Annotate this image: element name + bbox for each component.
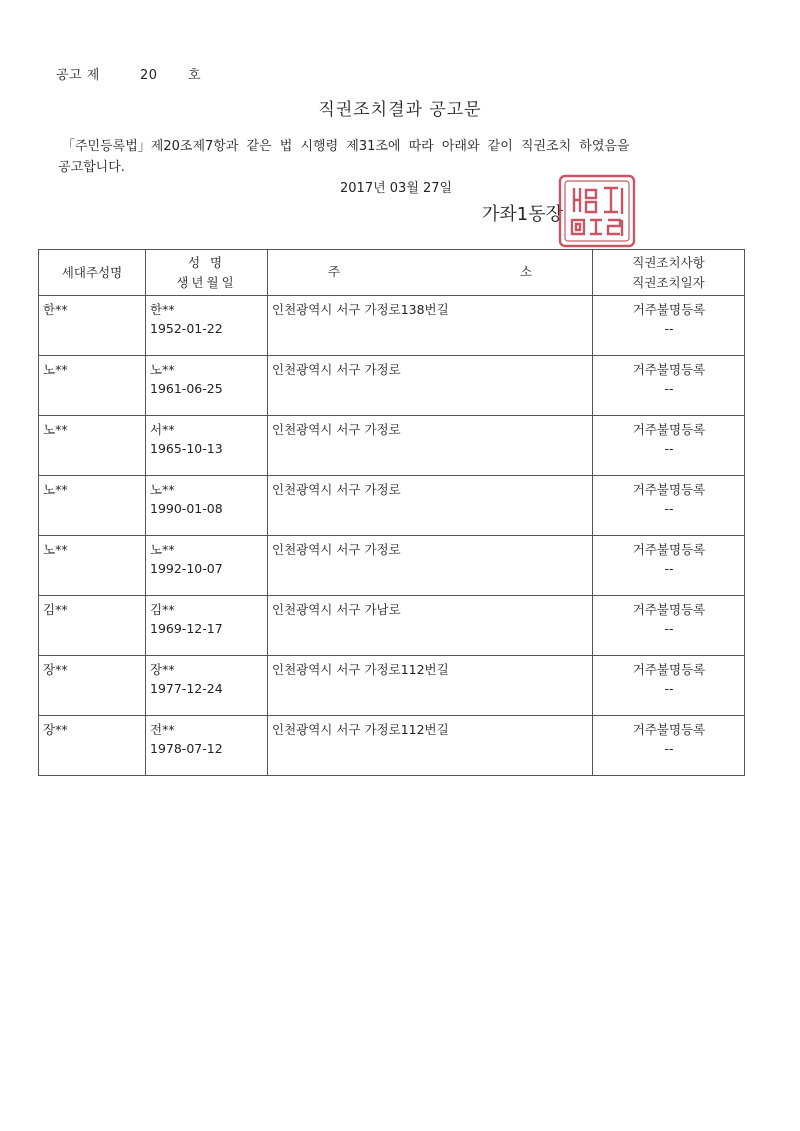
action-date: -- <box>664 321 674 336</box>
person-name: 한** <box>150 302 175 317</box>
header-birth: 생년월일 <box>176 274 237 290</box>
table-row <box>39 476 745 536</box>
cell-action <box>593 656 745 716</box>
birth-date: 1961-06-25 <box>150 381 223 396</box>
action-text: 거주불명등록 <box>632 422 706 437</box>
table-row <box>39 716 745 776</box>
address-text: 인천광역시 서구 가정로138번길 <box>272 302 449 317</box>
birth-date: 1977-12-24 <box>150 681 223 696</box>
birth-date: 1969-12-17 <box>150 621 223 636</box>
birth-date: 1978-07-12 <box>150 741 223 756</box>
header-householder: 세대주성명 <box>39 250 146 296</box>
cell-name-birth <box>146 476 268 536</box>
cell-householder <box>39 416 146 476</box>
action-text: 거주불명등록 <box>632 722 706 737</box>
birth-date: 1990-01-08 <box>150 501 223 516</box>
cell-address <box>268 716 593 776</box>
table-row <box>39 416 745 476</box>
action-date: -- <box>664 501 674 516</box>
address-text: 인천광역시 서구 가정로 <box>272 542 401 557</box>
person-name: 노** <box>150 542 175 557</box>
cell-action <box>593 476 745 536</box>
action-date: -- <box>664 681 674 696</box>
action-text: 거주불명등록 <box>632 662 706 677</box>
cell-address <box>268 596 593 656</box>
cell-name-birth <box>146 296 268 356</box>
notice-body-line-1: 「주민등록법」제20조제7항과 같은 법 시행령 제31조에 따라 아래와 같이 직권조치 하였음을 <box>62 139 630 154</box>
header-action-item: 직권조치사항 <box>632 254 705 270</box>
action-text: 거주불명등록 <box>632 482 706 497</box>
notice-number-value: 20 <box>140 68 158 83</box>
birth-date: 1952-01-22 <box>150 321 223 336</box>
cell-householder <box>39 596 146 656</box>
cell-address <box>268 656 593 716</box>
header-address-left: 주 <box>328 264 341 279</box>
header-name: 성 명 <box>187 254 226 270</box>
table-row <box>39 536 745 596</box>
address-text: 인천광역시 서구 가정로112번길 <box>272 722 449 737</box>
cell-address <box>268 416 593 476</box>
results-table <box>38 249 745 776</box>
official-seal <box>556 172 638 250</box>
cell-address <box>268 476 593 536</box>
action-date: -- <box>664 741 674 756</box>
cell-householder <box>39 296 146 356</box>
table-row <box>39 296 745 356</box>
address-text: 인천광역시 서구 가정로 <box>272 362 401 377</box>
header-address-right: 소 <box>520 264 533 279</box>
cell-address <box>268 356 593 416</box>
householder-name: 노** <box>43 362 68 377</box>
person-name: 장** <box>150 662 175 677</box>
header-action-date: 직권조치일자 <box>632 274 705 290</box>
cell-action <box>593 536 745 596</box>
householder-name: 노** <box>43 542 68 557</box>
address-text: 인천광역시 서구 가정로112번길 <box>272 662 449 677</box>
person-name: 전** <box>150 722 175 737</box>
cell-householder <box>39 476 146 536</box>
cell-name-birth <box>146 716 268 776</box>
table-row <box>39 656 745 716</box>
address-text: 인천광역시 서구 가정로 <box>272 482 401 497</box>
cell-name-birth <box>146 356 268 416</box>
action-date: -- <box>664 441 674 456</box>
cell-name-birth <box>146 656 268 716</box>
header-name-birth <box>146 250 268 296</box>
header-address <box>268 250 593 296</box>
page-title: 직권조치결과 공고문 <box>318 100 482 120</box>
cell-action <box>593 596 745 656</box>
notice-body <box>58 136 748 178</box>
householder-name: 노** <box>43 482 68 497</box>
person-name: 노** <box>150 482 175 497</box>
person-name: 김** <box>150 602 175 617</box>
issuer-name: 가좌1동장 <box>482 204 564 225</box>
cell-householder <box>39 716 146 776</box>
cell-householder <box>39 356 146 416</box>
notice-number <box>56 64 201 83</box>
action-text: 거주불명등록 <box>632 302 706 317</box>
householder-name: 장** <box>43 722 68 737</box>
householder-name: 노** <box>43 422 68 437</box>
action-date: -- <box>664 621 674 636</box>
cell-action <box>593 716 745 776</box>
person-name: 노** <box>150 362 175 377</box>
cell-name-birth <box>146 536 268 596</box>
notice-number-label: 공고 제 <box>56 68 100 83</box>
action-date: -- <box>664 561 674 576</box>
person-name: 서** <box>150 422 175 437</box>
cell-action <box>593 356 745 416</box>
birth-date: 1965-10-13 <box>150 441 223 456</box>
notice-number-suffix: 호 <box>188 68 202 83</box>
address-text: 인천광역시 서구 가정로 <box>272 422 401 437</box>
householder-name: 한** <box>43 302 68 317</box>
address-text: 인천광역시 서구 가남로 <box>272 602 401 617</box>
action-date: -- <box>664 381 674 396</box>
householder-name: 장** <box>43 662 68 677</box>
cell-householder <box>39 536 146 596</box>
action-text: 거주불명등록 <box>632 362 706 377</box>
cell-name-birth <box>146 416 268 476</box>
action-text: 거주불명등록 <box>632 602 706 617</box>
cell-name-birth <box>146 596 268 656</box>
birth-date: 1992-10-07 <box>150 561 223 576</box>
cell-address <box>268 536 593 596</box>
header-action <box>593 250 745 296</box>
cell-address <box>268 296 593 356</box>
cell-action <box>593 296 745 356</box>
cell-householder <box>39 656 146 716</box>
householder-name: 김** <box>43 602 68 617</box>
table-row <box>39 356 745 416</box>
cell-action <box>593 416 745 476</box>
notice-body-line-2: 공고합니다. <box>58 160 125 175</box>
table-header-row <box>39 250 745 296</box>
notice-date: 2017년 03월 27일 <box>340 181 453 196</box>
action-text: 거주불명등록 <box>632 542 706 557</box>
table-row <box>39 596 745 656</box>
